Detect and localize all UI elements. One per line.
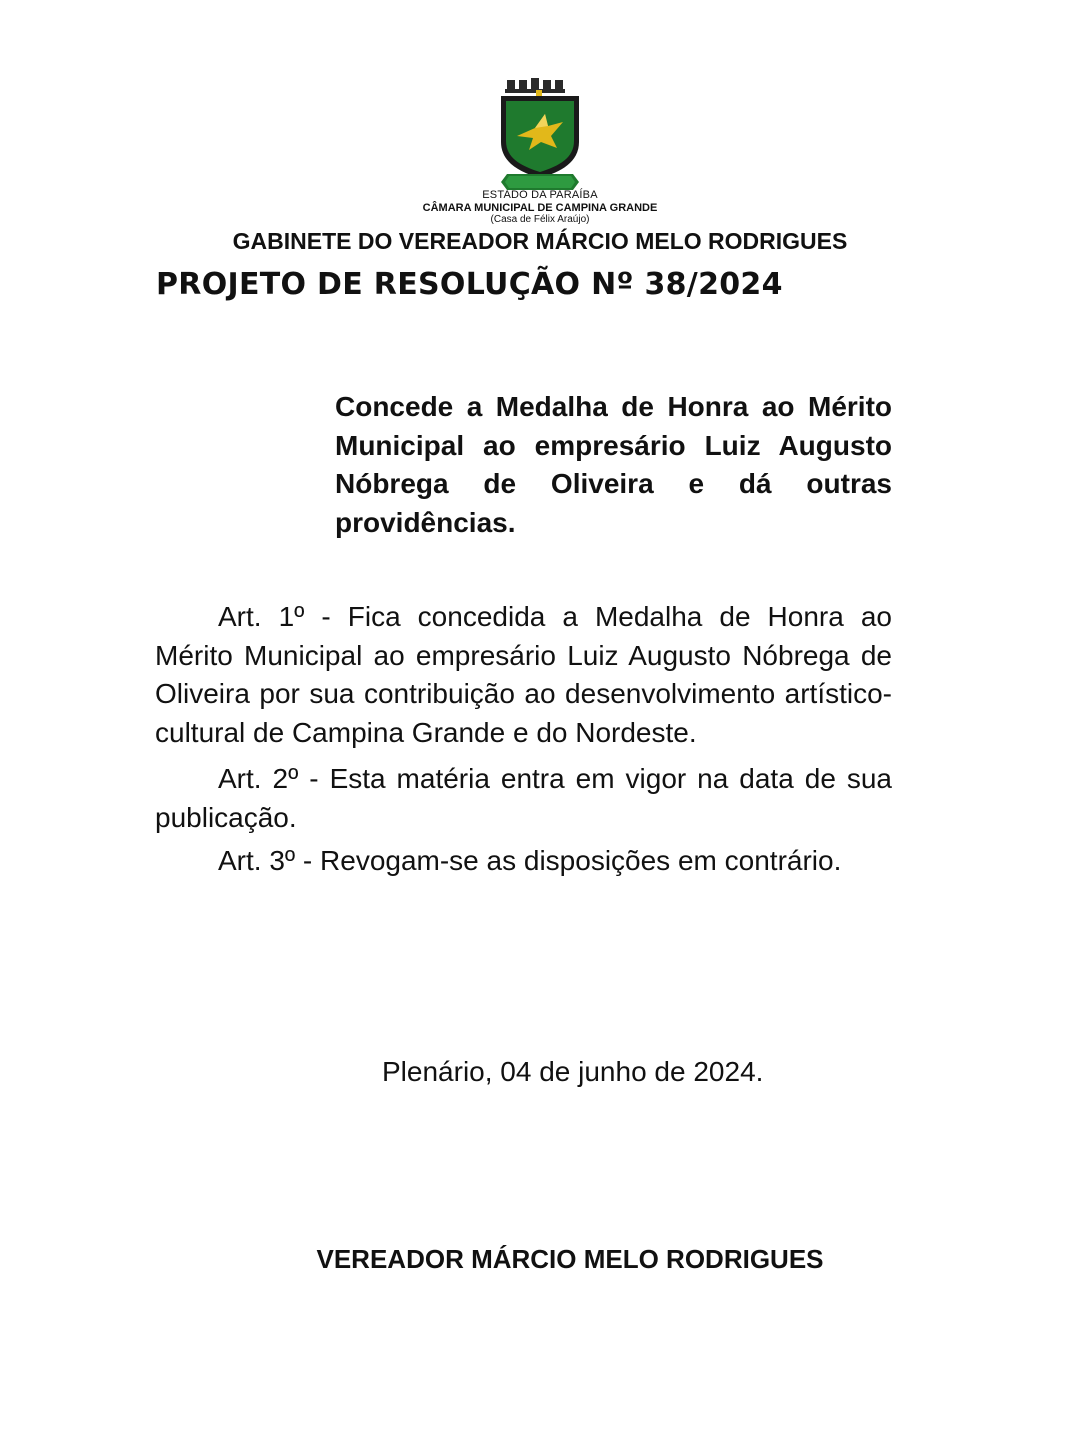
place-date: Plenário, 04 de junho de 2024. xyxy=(382,1056,764,1087)
coat-of-arms-icon xyxy=(493,76,587,192)
article-1: Art. 1º - Fica concedida a Medalha de Honra ao Mérito Municipal ao empresário Luiz Augusto Nóbrega de Oliveira por sua contribuição ao desenvolvimento artístico-cultural de Campina Grande e do Nordeste. xyxy=(155,601,892,748)
house-name: (Casa de Félix Araújo) xyxy=(490,214,590,225)
article-2: Art. 2º - Esta matéria entra em vigor na data de sua publicação. xyxy=(155,763,892,833)
signature-name: VEREADOR MÁRCIO MELO RODRIGUES xyxy=(316,1244,824,1274)
state-name: ESTADO DA PARAÍBA xyxy=(482,189,598,201)
document-title: PROJETO DE RESOLUÇÃO Nº 38/2024 xyxy=(156,267,783,302)
summary-ementa: Concede a Medalha de Honra ao Mérito Municipal ao empresário Luiz Augusto Nóbrega de Oliveira e dá outras providências. xyxy=(335,391,892,538)
office-heading: GABINETE DO VEREADOR MÁRCIO MELO RODRIGUES xyxy=(232,228,848,254)
article-3: Art. 3º - Revogam-se as disposições em contrário. xyxy=(218,845,842,876)
articles-list xyxy=(155,598,892,889)
chamber-name: CÂMARA MUNICIPAL DE CAMPINA GRANDE xyxy=(422,202,658,214)
